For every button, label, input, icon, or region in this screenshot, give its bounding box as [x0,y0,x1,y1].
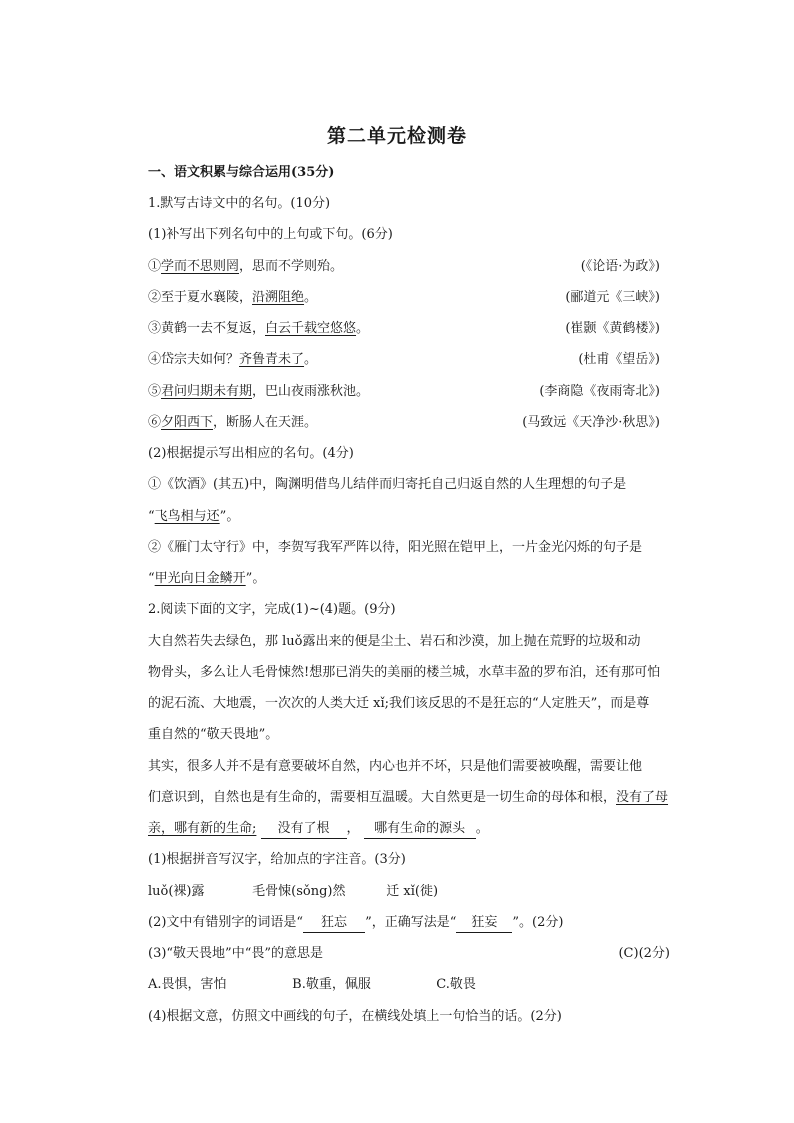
poem-post: 。 [356,321,370,336]
passage-line: 重自然的“敬天畏地”。 [148,727,279,742]
poem-answer: 白云千载空悠悠 [265,321,357,336]
poem-post: ，思而不学则殆。 [239,259,344,274]
poem-pre: ⑤ [148,384,162,399]
q2-sub3-answer: (C)(2分) [618,946,670,961]
q2-sub2 [148,911,660,935]
fill-blank-answer[interactable]: 没有了根 [261,820,347,839]
passage-line: 其实，很多人并不是有意要破坏自然，内心也并不坏，只是他们需要被唤醒，需要让他 [148,759,643,774]
passage-comma: ， [346,821,360,836]
option-b: B.敬重，佩服 [292,977,371,992]
q2-sub3-options [148,973,660,997]
q1-sub2: (2)根据提示写出相应的名句。(4分) [148,446,354,461]
prompt-2-text: ②《雁门太守行》中，李贺写我军严阵以待，阳光照在铠甲上，一片金光闪烁的句子是 [148,540,643,555]
prompt-1-text: ①《饮酒》(其五)中，陶渊明借鸟儿结伴而归寄托自己归返自然的人生理想的句子是 [148,477,627,492]
poem-post: ，断肠人在天涯。 [213,415,318,430]
passage-line [148,786,669,810]
q2-sub2-pre: (2)文中有错别字的词语是“ [148,915,304,930]
poem-pre: ②至于夏水襄陵， [148,290,253,305]
passage-end: 。 [475,821,489,836]
pinyin-answer: luǒ(裸)露 [148,884,205,899]
poem-source: (李商隐《夜雨寄北》) [539,384,660,399]
poem-answer: 齐鲁青未了 [239,352,305,367]
poem-post: ，巴山夜雨涨秋池。 [252,384,370,399]
q2-sub2-mid: ”，正确写法是“ [365,915,457,930]
q2-sub1-answers [148,880,660,904]
poem-answer: 沿溯阻绝 [252,290,305,305]
q2-sub3-stem: (3)“敬天畏地”中“畏”的意思是 [148,946,323,961]
passage-line [148,817,660,841]
poem-source: (崔颢《黄鹤楼》) [565,321,660,336]
prompt-2-answer-line: “甲光向日金鳞开”。 [148,571,266,586]
pinyin-answer: 迁 xǐ(徙) [386,884,439,899]
poem-source: (马致远《天净沙·秋思》) [522,415,660,430]
poem-pre: ⑥ [148,415,162,430]
passage-underlined: 没有了母 [616,790,669,805]
prompt-2-answer: 甲光向日金鳞开 [154,571,246,586]
passage-line: 物骨头，多么让人毛骨悚然!想那已消失的美丽的楼兰城，水草丰盈的罗布泊，还有那可怕 [148,665,661,680]
passage-underlined: 亲，哪有新的生命; [148,821,257,836]
q2-sub3 [148,942,670,966]
poem-line-3 [148,317,660,341]
passage-line: 大自然若失去绿色，那 luǒ露出来的便是尘土、岩石和沙漠，加上抛在荒野的垃圾和动 [148,634,641,649]
poem-pre: ④岱宗夫如何？ [148,352,240,367]
q2-sub4: (4)根据文意，仿照文中画线的句子，在横线处填上一句恰当的话。(2分) [148,1009,562,1024]
poem-answer: 夕阳西下 [161,415,214,430]
poem-pre: ① [148,259,162,274]
poem-line-2 [148,286,660,310]
passage-line: 的泥石流、大地震，一次次的人类大迁 xǐ;我们该反思的不是狂忘的“人定胜天”，而是尊 [148,696,650,711]
poem-source: (《论语·为政》) [580,259,660,274]
wrong-word-answer[interactable]: 狂忘 [303,914,365,933]
poem-answer: 君问归期未有期 [161,384,253,399]
section-heading: 一、语文积累与综合运用(35分) [148,165,335,180]
poem-source: (杜甫《望岳》) [578,352,660,367]
fill-blank-answer[interactable]: 哪有生命的源头 [364,820,476,839]
poem-line-5 [148,380,660,404]
poem-post: 。 [304,352,318,367]
passage-text: 们意识到，自然也是有生命的，需要相互温暖。大自然更是一切生命的母体和根， [148,790,617,805]
poem-post: 。 [304,290,318,305]
poem-source: (郦道元《三峡》) [565,290,660,305]
q2-stem: 2.阅读下面的文字，完成(1)~(4)题。(9分) [148,602,396,617]
poem-pre: ③黄鹤一去不复返， [148,321,266,336]
q2-sub1: (1)根据拼音写汉字，给加点的字注音。(3分) [148,852,406,867]
poem-line-4 [148,348,660,372]
poem-line-1 [148,255,660,279]
q1-stem: 1.默写古诗文中的名句。(10分) [148,196,331,211]
poem-answer: 学而不思则罔 [161,259,240,274]
prompt-1-answer-line: “飞鸟相与还”。 [148,509,240,524]
correct-word-answer[interactable]: 狂妄 [456,914,512,933]
option-a: A.畏惧，害怕 [148,977,227,992]
q1-sub1: (1)补写出下列名句中的上句或下句。(6分) [148,227,393,242]
prompt-1-answer: 飞鸟相与还 [154,509,220,524]
page-title: 第二单元检测卷 [326,125,467,147]
pinyin-answer: 毛骨悚(sǒng)然 [252,884,346,899]
poem-line-6 [148,411,660,435]
q2-sub2-end: ”。(2分) [512,915,564,930]
option-c: C.敬畏 [436,977,476,992]
